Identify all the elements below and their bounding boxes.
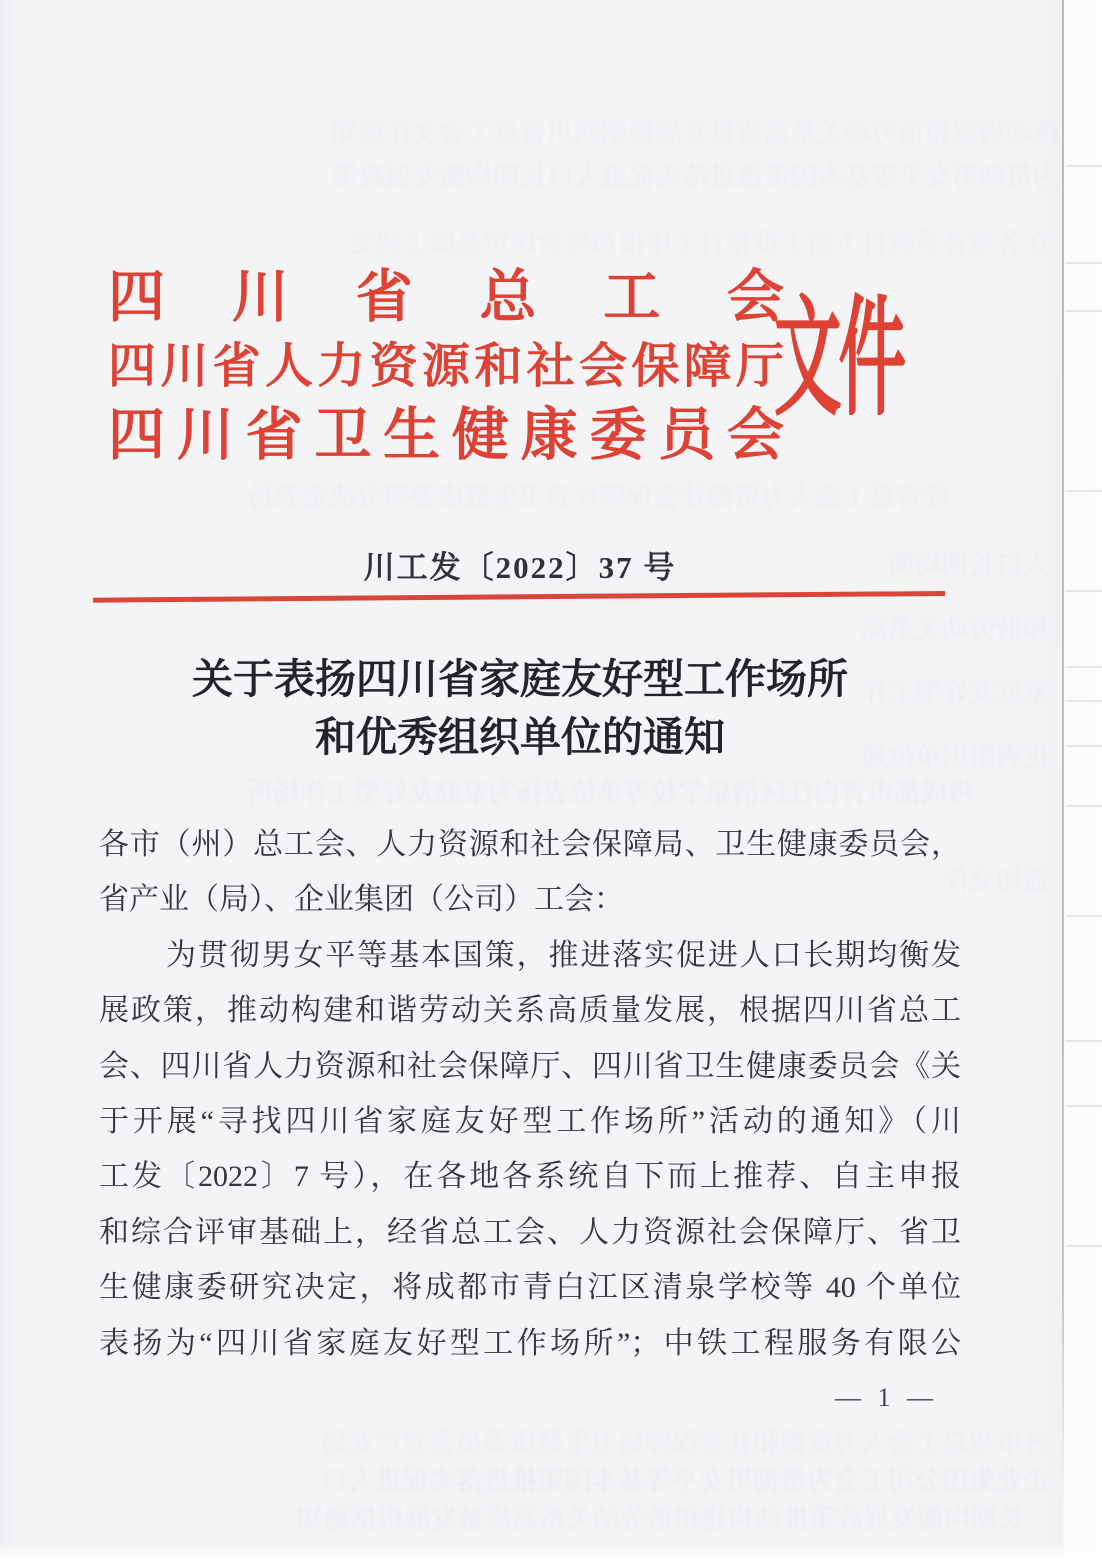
edge-ruled-line <box>1066 1105 1102 1107</box>
document-title-line-2: 和优秀组织单位的通知 <box>315 714 725 760</box>
bleed-through-text: 经省总工会人力资源社会保障厅省卫生健康委研究决定表扬 <box>248 482 950 512</box>
bleed-through-text: 将成都市青白江区清泉学校等单位表扬为家庭友好型工作场所 <box>246 778 975 808</box>
edge-ruled-line <box>1066 262 1102 264</box>
bleed-through-text: 在各地各系统自下而上推荐自主申报和综合评审基础上决定 <box>348 228 1050 258</box>
salutation-line: 省产业（局）、企业集团（公司）工会： <box>99 883 624 917</box>
document-title-line-1: 关于表扬四川省家庭友好型工作场所 <box>192 656 848 702</box>
page-edge-line <box>1062 0 1064 1505</box>
body-text-line: 表扬为“四川省家庭友好型工作场所”；中铁工程服务有限公 <box>99 1326 961 1360</box>
body-text-line: 展政策，推动构建和谐劳动关系高质量发展，根据四川省总工 <box>99 994 961 1028</box>
edge-ruled-line <box>1066 745 1102 747</box>
edge-ruled-line <box>1066 590 1102 592</box>
page-number: — 1 — <box>835 1383 938 1412</box>
edge-ruled-line <box>1066 700 1102 702</box>
bleed-through-text: 长期均衡发展政策推动构建和谐劳动关系高质量发展根据通知 <box>296 1504 1025 1534</box>
body-text-line: 工发〔2022〕7 号），在各地各系统自下而上推荐、自主申报 <box>99 1160 961 1194</box>
edge-ruled-line <box>1066 666 1102 668</box>
bleed-through-text: 家庭友好型工作 <box>861 678 1050 708</box>
bleed-through-text: 为贯彻男女平等基本国策推进落实促进人口长期均衡发展政策 <box>331 162 1060 192</box>
body-text-line: 为贯彻男女平等基本国策，推进落实促进人口长期均衡发 <box>166 938 961 972</box>
body-text-line: 生健康委研究决定，将成都市青白江区清泉学校等 40 个单位 <box>99 1271 961 1305</box>
org-name-line-3: 四川省卫生健康委员会 <box>108 404 784 467</box>
bleed-through-text: 企业集团公司工会为贯彻男女平等基本国策推进落实促进人口 <box>321 1466 1050 1496</box>
document-body <box>99 817 961 1371</box>
red-separator-rule <box>93 591 945 603</box>
bleed-through-text: 和谐劳动关系高 <box>861 614 1050 644</box>
edge-ruled-line <box>1066 1040 1102 1042</box>
org-name-line-1: 四川省总工会 <box>108 266 784 329</box>
edge-ruled-line <box>1066 165 1102 167</box>
bleed-through-text: 推动构建和谐劳动关系高质量发展根据四川省总工会文件通知 <box>331 118 1060 148</box>
edge-ruled-line <box>1066 1245 1102 1247</box>
body-text-line: 于开展“寻找四川省家庭友好型工作场所”活动的通知》（川 <box>99 1104 961 1138</box>
bleed-through-text: 优秀组织单位通 <box>861 742 1050 772</box>
document-reference-number: 川工发〔2022〕37 号 <box>363 550 677 585</box>
edge-ruled-line <box>1066 805 1102 807</box>
body-text-line: 和综合评审基础上，经省总工会、人力资源社会保障厅、省卫 <box>99 1215 961 1249</box>
letterhead <box>108 264 784 469</box>
org-name-line-2: 四川省人力资源和社会保障厅 <box>108 340 784 393</box>
document-title <box>95 650 945 766</box>
body-text-line: 会、四川省人力资源和社会保障厅、四川省卫生健康委员会《关 <box>99 1049 961 1083</box>
salutation-line: 各市（州）总工会、人力资源和社会保障局、卫生健康委员会， <box>99 828 961 861</box>
document-type-label: 文件 <box>774 288 903 432</box>
edge-ruled-line <box>1066 490 1102 492</box>
bleed-through-text: 通知文件 <box>942 866 1050 896</box>
edge-ruled-line <box>1066 310 1102 312</box>
bleed-through-text: 人口长期均衡 <box>888 550 1050 580</box>
edge-ruled-line <box>1066 915 1102 917</box>
bleed-through-text: 各市州总工会人力资源和社会保障局卫生健康委员会省产业局 <box>321 1428 1050 1458</box>
